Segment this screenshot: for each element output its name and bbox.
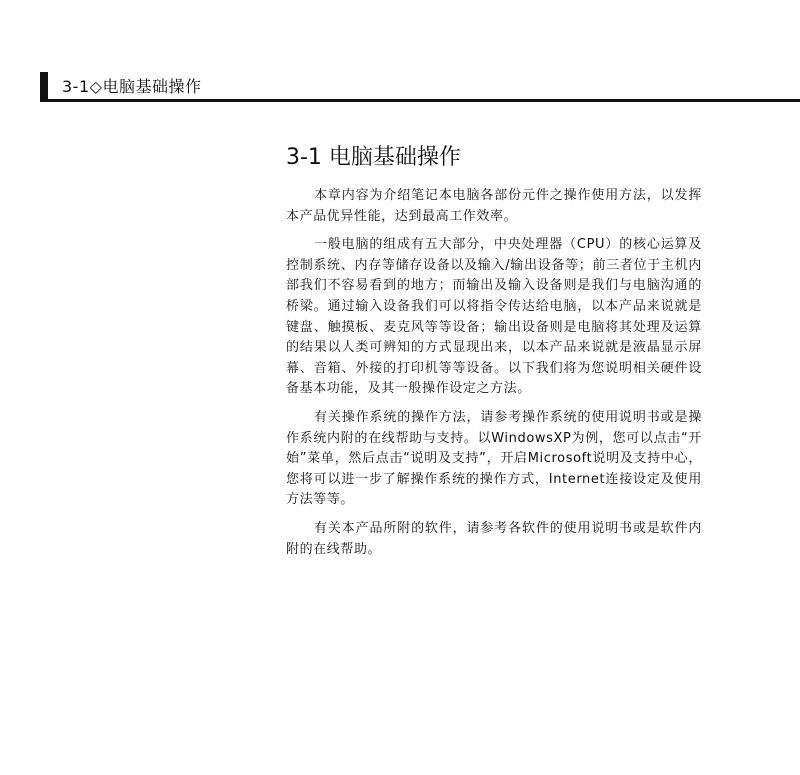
page-content — [286, 144, 702, 568]
running-header-title: 3-1◇电脑基础操作 — [62, 77, 202, 96]
header-rule — [40, 99, 800, 102]
paragraph-software-help: 有关本产品所附的软件，请参考各软件的使用说明书或是软件内附的在线帮助。 — [286, 520, 702, 557]
paragraph-components: 一般电脑的组成有五大部分，中央处理器（CPU）的核心运算及控制系统、内存等储存设备以及输入/输出设备等；前三者位于主机内部我们不容易看到的地方；而输出及输入设备则是我们与电脑沟通的桥梁。通过输入设备我们可以将指令传达给电脑，以本产品来说就是键盘、触摸板、麦克风等等设备；输出设备则是电脑将其处理及运算的结果以人类可辨知的方式显现出来，以本产品来说就是液晶显示屏幕、音箱、外接的打印机等等设备。以下我们将为您说明相关硬件设备基本功能，及其一般操作设定之方法。 — [286, 237, 702, 397]
section-title: 3-1 电脑基础操作 — [286, 145, 461, 170]
paragraph-os-help: 有关操作系统的操作方法，请参考操作系统的使用说明书或是操作系统内附的在线帮助与支持。以WindowsXP为例，您可以点击“开始”菜单，然后点击“说明及支持”，开启Microsoft说明及支持中心，您将可以进一步了解操作系统的操作方式，Internet连接设定及使用方法等等。 — [286, 409, 702, 508]
paragraph-intro: 本章内容为介绍笔记本电脑各部份元件之操作使用方法，以发挥本产品优异性能，达到最高工作效率。 — [286, 188, 702, 224]
header-marker-bar — [40, 72, 48, 102]
